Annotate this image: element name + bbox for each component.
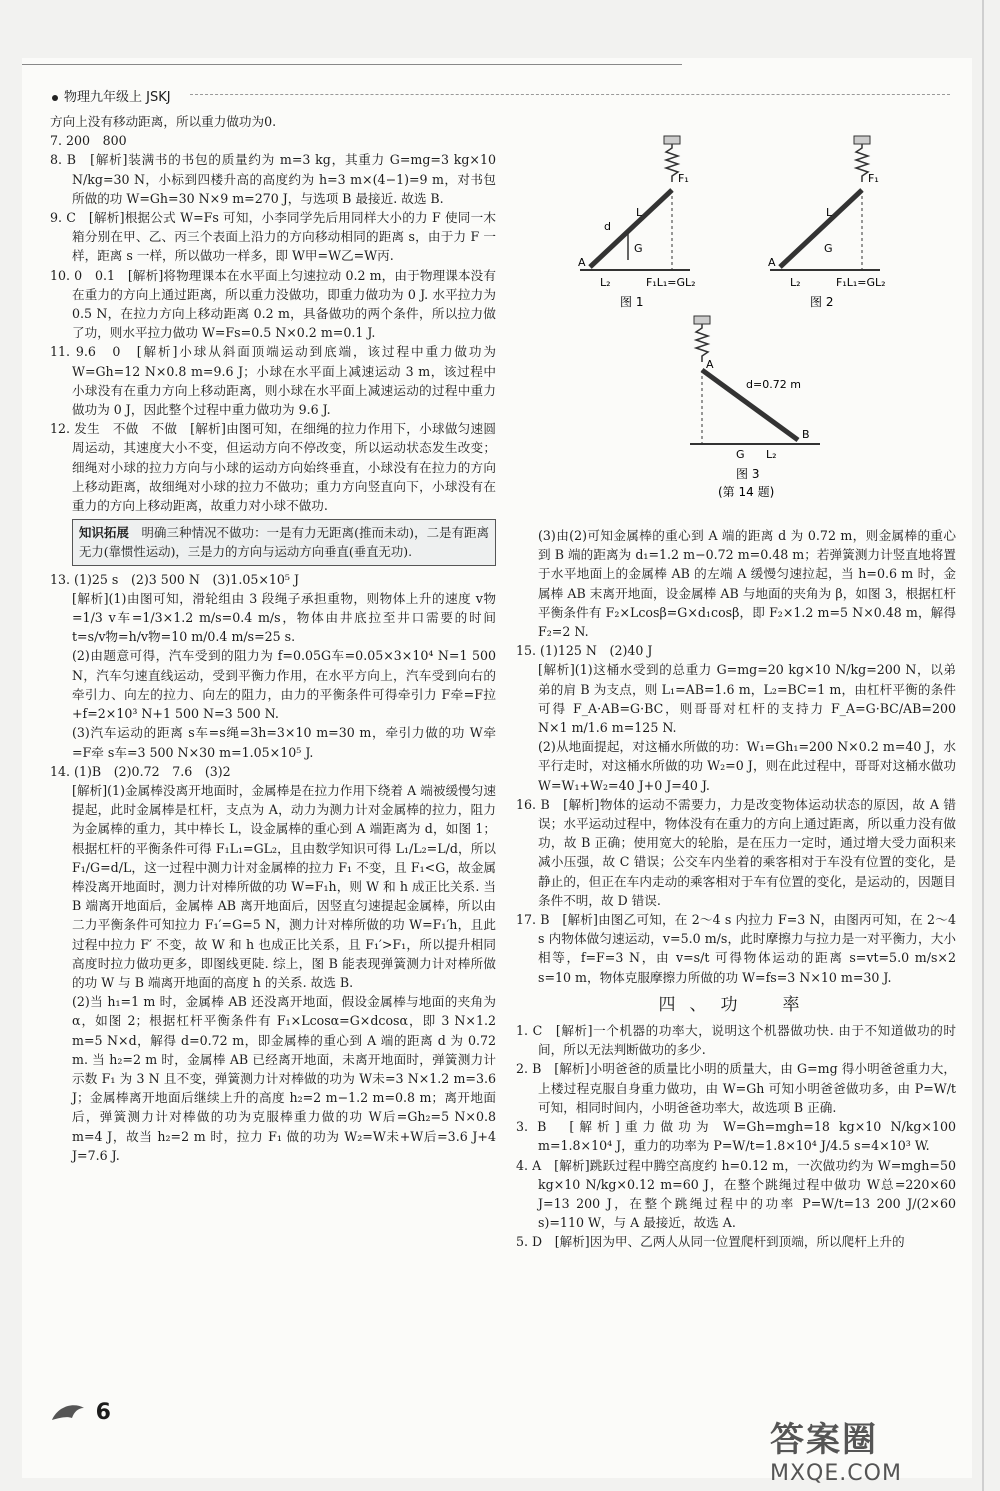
dolphin-icon — [48, 1398, 88, 1428]
figure-3-caption: 图 3 — [736, 467, 760, 481]
header-rule — [190, 94, 950, 95]
analysis-paragraph: (2)从地面提起，对这桶水所做的功：W₁=Gh₁=200 N×0.2 m=40 J，水平行走时，对这桶水所做的功 W₂=0 J，则在此过程中，哥哥对这桶水做功 W=W₁+W₂=40 J+0 J=40 J. — [538, 739, 956, 793]
page-number-text: 6 — [95, 1400, 111, 1425]
spring-scale-icon — [856, 142, 868, 182]
answer-item: 4. A [解析]跳跃过程中腾空高度约 h=0.12 m，一次做功约为 W=mgh=50 kg×10 N/kg×0.12 m=60 J，在整个跳绳过程中做功 W总=220×60 J=13 200 J，在整个跳绳过程中的功率 P=W/t=13 200 J/(2×60 s)=110 W，与 A 最接近，故选 A. — [516, 1157, 956, 1231]
answer-item: 16. B [解析]物体的运动不需要力，力是改变物体运动状态的原因，故 A 错误；水平运动过程中，物体没有在重力的方向上通过距离，所以重力没有做功，故 B 正确；使用宽大的轮胎，是在压力一定时，通过增大受力面积来减小压强，故 C 错误；公交车内坐着的乘客相对于车没有位置的变化，是静止的，但正在车内走动的乘客相对于车有位置的变化，是运动的，因题目条件不明，故 D 错误. — [516, 796, 956, 908]
force-f1-label: F₁ — [678, 172, 689, 185]
scale-top-icon — [694, 316, 710, 324]
equation-label: F₁L₁=GL₂ — [646, 276, 696, 289]
left-column — [50, 112, 496, 1165]
page-edge — [982, 0, 984, 1491]
l2-label: L₂ — [766, 448, 777, 461]
right-column — [516, 526, 956, 1252]
answer-item: 3. B [解析]重力做功为 W=Gh=mgh=18 kg×10 N/kg×100 m=1.8×10⁴ J，重力的功率为 P=W/t=1.8×10⁴ J/4.5 s=4×10³ W. — [516, 1119, 956, 1154]
distance-d-label: d — [604, 220, 611, 233]
running-header — [52, 86, 171, 105]
gravity-g-label: G — [634, 242, 643, 255]
analysis-paragraph: [解析](1)这桶水受到的总重力 G=mg=20 kg×10 N/kg=200 N，以弟弟的肩 B 为支点，则 L₁=AB=1.6 m，L₂=BC=1 m，由杠杆平衡的条件可得 F_A·AB=G·BC，则哥哥对杠杆的支持力 F_A=G·BC/AB=200 N×1 m/1.6 m=125 N. — [538, 662, 956, 736]
bullet-icon — [52, 95, 58, 101]
figure-2-caption: 图 2 — [810, 295, 834, 309]
length-l-label: L — [826, 206, 833, 219]
lever-figures — [560, 112, 960, 532]
distance-label: d=0.72 m — [746, 378, 801, 391]
force-f1-label: F₁ — [868, 172, 879, 185]
analysis-paragraph: (2)由题意可得，汽车受到的阻力为 f=0.05G车=0.05×3×10⁴ N=1 500 N，汽车匀速直线运动，受到平衡力作用，在水平方向上，汽车受到向右的牵引力、向左的拉力、向左的阻力，由力的平衡条件可得牵引力 F牵=F拉+f=2×10³ N+1 500 N=3 500 N. — [72, 648, 496, 722]
gravity-g-label: G — [736, 448, 745, 461]
figure-1 — [578, 136, 696, 309]
equation-label: F₁L₁=GL₂ — [836, 276, 886, 289]
question-caption: (第 14 题) — [718, 485, 775, 499]
point-a-label: A — [578, 256, 586, 269]
answer-item: 11. 9.6 0 [解析]小球从斜面顶端运动到底端，该过程中重力做功为 W=Gh=12 N×0.8 m=9.6 J；小球在水平面上减速运动 3 m，该过程中小球没有在重力方向上移动距离，则小球在水平面上减速运动的过程中重力做功为 0 J，因此整个过程中重力做功为 9.6 J. — [50, 344, 496, 418]
knowledge-extension-box — [72, 519, 496, 565]
answer-item: 9. C [解析]根据公式 W=Fs 可知，小李同学先后用同样大小的力 F 使同一木箱分别在甲、乙、丙三个表面上沿力的方向移动相同的距离 s，由于力 F 一样，距离 s 一样，所以做功一样多，即 W甲=W乙=W丙. — [50, 210, 496, 264]
figure-2 — [768, 136, 886, 309]
l2-label: L₂ — [600, 276, 611, 289]
metal-rod-icon — [590, 190, 672, 267]
analysis-paragraph: [解析](1)金属棒没离开地面时，金属棒是在拉力作用下绕着 A 端被缓慢匀速提起，此时金属棒是杠杆，支点为 A，动力为测力计对金属棒的拉力，阻力为金属棒的重力，其中棒长 L，设金属棒的重心到 A 端距离为 d，如图 1；根据杠杆的平衡条件可得 F₁L₁=GL₂，且由数学知识可得 L₁/L₂=L/d，所以 F₁/G=d/L，这一过程中测力计对金属棒的拉力 F₁ 不变，且 F₁<G，故金属棒没离开地面时，测力计对棒所做的功 W=F₁h，则 W 和 h 成正比关系. 当 B 端离开地面后，金属棒 AB 离开地面后，因竖直匀速提起金属棒，所以由二力平衡条件可知拉力 F₁′=G=5 N，测力计对棒所做的功 W=F₁′h，且此过程中拉力 F′ 不变，故 W 和 h 也成正比关系，且 F₁′>F₁，所以提升相同高度时拉力做功更多，即图线更陡. 综上，图 B 能表现弹簧测力计对棒所做的功 W 与 B 端离开地面的高度 h 的关系. 故选 B. — [72, 782, 496, 990]
metal-rod-icon — [780, 190, 862, 267]
figure-3 — [690, 316, 820, 499]
length-l-label: L — [636, 206, 643, 219]
point-a-label: A — [706, 358, 714, 371]
header-title: 物理九年级上 JSKJ — [64, 90, 171, 105]
analysis-paragraph: (2)当 h₁=1 m 时，金属棒 AB 还没离开地面，假设金属棒与地面的夹角为 α，如图 2；根据杠杆平衡条件有 F₁×Lcosα=G×dcosα，即 3 N×1.2 m=5 N×d，解得 d=0.72 m，即金属棒的重心到 A 端的距离 d 为 0.72 m. 当 h₂=2 m 时，金属棒 AB 已经离开地面，未离开地面时，弹簧测力计示数 F₁ 为 3 N 且不变，弹簧测力计对棒做的功为 W未=3 N×1.2 m=3.6 J；金属棒离开地面后继续上升的高度 h₂=2 m−1.2 m=0.8 m；离开地面后，弹簧测力计对棒做的功为克服棒重力做的功 W后=Gh₂=5 N×0.8 m=4 J，故当 h₂=2 m 时，拉力 F₁ 做的功为 W₂=W未+W后=3.6 J+4 J=7.6 J. — [72, 994, 496, 1163]
watermark-logo: 答案圈 — [770, 1420, 878, 1460]
page-number — [48, 1398, 111, 1428]
answer-item: 15. (1)125 N (2)40 J — [516, 643, 653, 659]
answer-item: 2. B [解析]小明爸爸的质量比小明的质量大，由 G=mg 得小明爸爸重力大，上楼过程克服自身重力做功，由 W=Gh 可知小明爸爸做功多，由 P=W/t 可知，相同时间内，小明爸爸功率大，故选项 B 正确. — [516, 1061, 956, 1115]
figure-1-caption: 图 1 — [620, 295, 644, 309]
box-text: 明确三种情况不做功：一是有力无距离(推而未动)，二是有距离无力(靠惯性运动)，三是力的方向与运动方向垂直(垂直无功). — [79, 525, 490, 560]
watermark-url: MXQE.COM — [770, 1461, 902, 1486]
spring-scale-icon — [666, 142, 678, 182]
spring-scale-icon — [696, 322, 708, 362]
gravity-g-label: G — [824, 242, 833, 255]
answer-item: 17. B [解析]由图乙可知，在 2～4 s 内拉力 F=3 N，由图丙可知，在 2～4 s 内物体做匀速运动，v=5.0 m/s，此时摩擦力与拉力是一对平衡力，大小相等，f=F=3 N，由 v=s/t 可得物体运动的距离 s=vt=5.0 m/s×2 s=10 m，物体克服摩擦力所做的功 W=fs=3 N×10 m=30 J. — [516, 912, 956, 985]
answer-item: 8. B [解析]装满书的书包的质量约为 m=3 kg，其重力 G=mg=3 kg×10 N/kg=30 N，小标到四楼升高的高度约为 h=3 m×(4−1)=9 m，对书包所做的功 W=Gh=30 N×9 m=270 J，与选项 B 最接近. 故选 B. — [50, 152, 496, 206]
answer-item: 14. (1)B (2)0.72 7.6 (3)2 — [50, 763, 231, 779]
scale-top-icon — [854, 136, 870, 144]
answer-item: 13. (1)25 s (2)3 500 N (3)1.05×10⁵ J — [50, 571, 300, 587]
watermark — [770, 1412, 902, 1486]
box-label: 知识拓展 — [79, 525, 130, 541]
l2-label: L₂ — [790, 276, 801, 289]
analysis-paragraph: [解析](1)由图可知，滑轮组由 3 段绳子承担重物，则物体上升的速度 v物=1/3 v车=1/3×1.2 m/s=0.4 m/s，物体由井底拉至井口需要的时间 t=s/v物=h/v物=10 m/0.4 m/s=25 s. — [72, 590, 496, 645]
analysis-paragraph: (3)由(2)可知金属棒的重心到 A 端的距离 d 为 0.72 m，则金属棒的重心到 B 端的距离为 d₁=1.2 m−0.72 m=0.48 m；若弹簧测力计竖直地将置于水平地面上的金属棒 AB 的左端 A 缓慢匀速拉起，当 h=0.6 m 时，金属棒 AB 末离开地面，设金属棒 AB 与地面的夹角为 β，如图 3，根据杠杆平衡条件有 F₂×Lcosβ=G×d₁cosβ，即 F₂×1.2 m=5 N×0.48 m，解得 F₂=2 N. — [538, 528, 956, 640]
section-title: 四、功 率 — [658, 994, 814, 1015]
answer-item: 7. 200 800 — [50, 133, 127, 149]
analysis-paragraph: (3)汽车运动的距离 s车=s绳=3h=3×10 m=30 m，牵引力做的功 W牵=F牵 s车=3 500 N×30 m=1.05×10⁵ J. — [72, 725, 496, 760]
answer-item: 10. 0 0.1 [解析]将物理课本在水平面上匀速拉动 0.2 m，由于物理课本没有在重力的方向上通过距离，所以重力没做功，即重力做功为 0 J. 水平拉力为 0.5 N，在拉力方向上移动距离 0.2 m，具备做功的两个条件，所以拉力做了功，则水平拉力做功 W=Fs=0.5 N×0.2 m=0.1 J. — [50, 267, 496, 341]
answer-item: 12. 发生 不做 不做 [解析]由图可知，在细绳的拉力作用下，小球做匀速圆周运动，其速度大小不变，但运动方向不停改变，所以运动状态发生改变；细绳对小球的拉力方向与小球的运动方向始终垂直，小球没有在拉力的方向上移动距离，故细绳对小球的拉力不做功；重力方向竖直向下，小球没有在重力的方向上移动距离，故重力对小球不做功. — [50, 421, 496, 514]
scale-top-icon — [664, 136, 680, 144]
answer-item: 1. C [解析]一个机器的功率大，说明这个机器做功快. 由于不知道做功的时间，所以无法判断做功的多少. — [516, 1023, 956, 1058]
point-b-label: B — [802, 428, 810, 441]
answer-line: 方向上没有移动距离，所以重力做功为0. — [50, 114, 277, 129]
point-a-label: A — [768, 256, 776, 269]
answer-item: 5. D [解析]因为甲、乙两人从同一位置爬杆到顶端，所以爬杆上升的 — [516, 1234, 905, 1250]
top-rule — [22, 64, 682, 65]
